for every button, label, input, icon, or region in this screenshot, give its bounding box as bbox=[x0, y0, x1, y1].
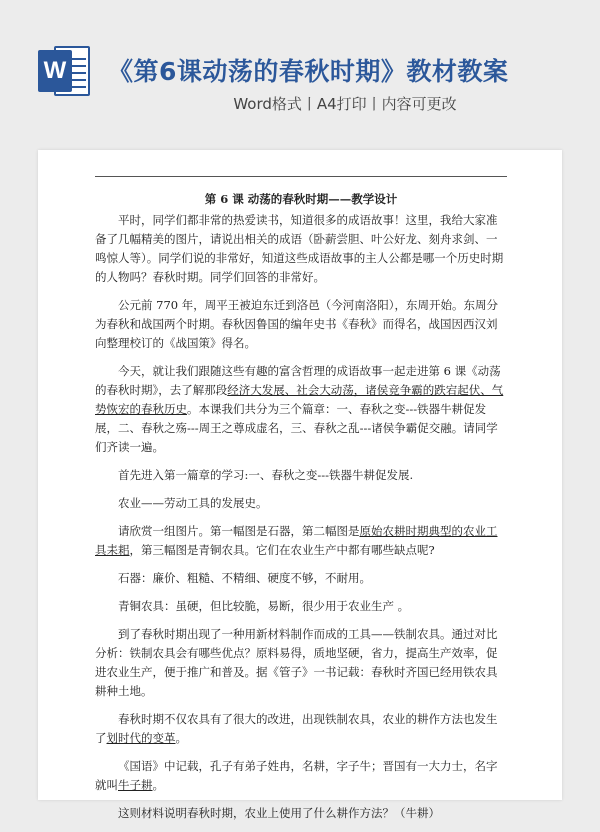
header-rule bbox=[95, 176, 507, 177]
document-page bbox=[38, 150, 562, 820]
underlined-phrase: 经济大发展、社会大动荡，诸侯竞争霸的跌宕起伏、气势恢宏的春秋历史 bbox=[95, 383, 504, 416]
paragraph-intro: 平时，同学们都非常的热爱读书，知道很多的成语故事！这里，我给大家准备了几幅精美的图片，请说出相关的成语（卧薪尝胆、叶公好龙、刻舟求剑、一鸣惊人等）。同学们说的非常好，知道这些成语故事的主人公都是哪一个历史时期的人物吗？春秋时期。同学们回答的非常好。 bbox=[95, 213, 504, 284]
underlined-phrase: 划时代的变革 bbox=[106, 731, 176, 745]
page-title: 《第6课动荡的春秋时期》教材教案 bbox=[108, 57, 509, 86]
underlined-phrase: 牛子耕 bbox=[118, 778, 153, 792]
word-letter-badge: W bbox=[38, 50, 72, 92]
word-document-icon bbox=[38, 44, 92, 98]
paragraph-images: 请欣赏一组图片。第一幅图是石器，第二幅图是原始农耕时期典型的农业工具耒耜，第三幅图是青铜农具。它们在农业生产中都有哪些缺点呢? bbox=[95, 524, 498, 557]
paragraph-question: 这则材料说明春秋时期，农业上使用了什么耕作方法？（牛耕） bbox=[118, 806, 440, 820]
paragraph-farming-change: 春秋时期不仅农具有了很大的改进，出现铁制农具，农业的耕作方法也发生了划时代的变革。 bbox=[95, 712, 498, 745]
paragraph-eastern-zhou: 公元前 770 年，周平王被迫东迁到洛邑（今河南洛阳），东周开始。东周分为春秋和战国两个时期。春秋因鲁国的编年史书《春秋》而得名，战国因西汉刘向整理校订的《战国策》得名。 bbox=[95, 298, 499, 350]
paragraph-stone-tools: 石器：廉价、粗糙、不精细、硬度不够，不耐用。 bbox=[118, 571, 371, 585]
underlined-phrase: 原始农耕时期典型的农业工具耒耜 bbox=[95, 524, 498, 557]
paragraph-bronze-tools: 青铜农具：虽硬，但比较脆，易断，很少用于农业生产 。 bbox=[118, 599, 410, 613]
header-banner bbox=[0, 0, 600, 150]
paragraph-tools-history: 农业——劳动工具的发展史。 bbox=[118, 496, 268, 510]
paragraph-iron-tools: 到了春秋时期出现了一种用新材料制作而成的工具——铁制农具。通过对比分析：铁制农具会有哪些优点？原料易得，质地坚硬，省力，提高生产效率，促进农业生产，便于推广和普及。据《管子》一书记载：春秋时齐国已经用铁农具耕种土地。 bbox=[95, 627, 498, 698]
paragraph-chapter-one: 首先进入第一篇章的学习:一、春秋之变---铁器牛耕促发展. bbox=[118, 468, 414, 482]
paragraph-lesson-overview: 今天，就让我们跟随这些有趣的富含哲理的成语故事一起走进第 6 课《动荡的春秋时期》，去了解那段经济大发展、社会大动荡，诸侯竞争霸的跌宕起伏、气势恢宏的春秋历史。本课我们共分为三个篇章：一、春秋之变---铁器牛耕促发展，二、春秋之殇---周王之尊成虚名，三、春秋之乱---诸侯争霸促交融。请同学们齐读一遍。 bbox=[95, 364, 504, 454]
paragraph-guoyu: 《国语》中记载，孔子有弟子姓冉，名耕，字子牛；晋国有一大力士，名字就叫牛子耕。 bbox=[95, 759, 498, 792]
page-subtitle: Word格式丨A4打印丨内容可更改 bbox=[233, 95, 457, 113]
document-body bbox=[95, 190, 507, 832]
document-title: 第 6 课 动荡的春秋时期——教学设计 bbox=[204, 192, 398, 206]
